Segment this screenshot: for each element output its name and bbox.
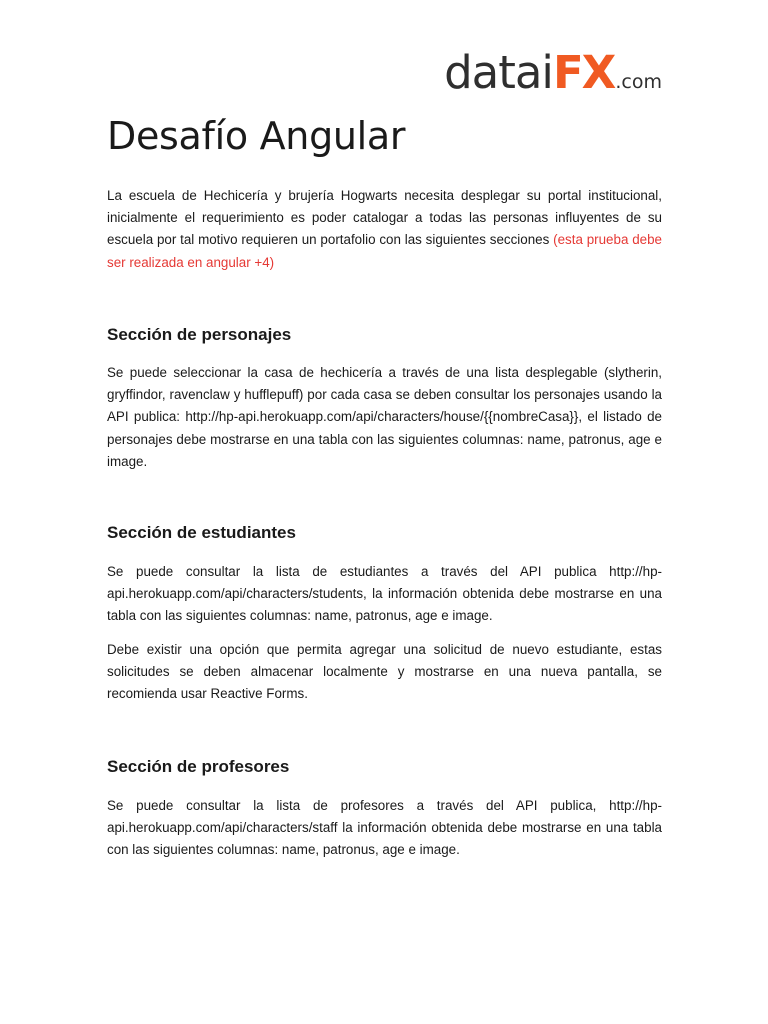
logo-text-data: datai	[444, 46, 553, 99]
logo-text-fx: FX	[552, 46, 615, 99]
logo-text-com: .com	[615, 71, 662, 93]
intro-highlight: (esta prueba debe ser realizada en angular +4)	[107, 232, 662, 270]
intro-text: La escuela de Hechicería y brujería Hogwarts necesita desplegar su portal institucional, inicialmente el requerimiento es poder catalogar a todas las personas influyentes de su escuela por tal motivo requieren un portafolio con las siguientes secciones	[107, 188, 662, 248]
section-heading-personajes: Sección de personajes	[107, 325, 292, 344]
section-estudiantes-paragraph-2: Debe existir una opción que permita agregar una solicitud de nuevo estudiante, estas solicitudes se deben almacenar localmente y mostrarse en una nueva pantalla, se recomienda usar Reactive Forms.	[107, 642, 662, 702]
section-estudiantes-paragraph-1: Se puede consultar la lista de estudiantes a través del API publica http://hp-api.herokuapp.com/api/characters/students, la información obtenida debe mostrarse en una tabla con las siguientes columnas: name, patronus, age e image.	[107, 564, 662, 624]
section-heading-profesores: Sección de profesores	[107, 757, 290, 776]
section-personajes-paragraph: Se puede seleccionar la casa de hechicería a través de una lista desplegable (slytherin, gryffindor, ravenclaw y hufflepuff) por cada casa se deben consultar los personajes usando la API publica: http://hp-api.herokuapp.com/api/characters/house/{{nombreCasa}}, el listado de personajes debe mostrarse en una tabla con las siguientes columnas: name, patronus, age e image.	[107, 365, 662, 469]
dataifx-logo	[444, 46, 662, 100]
section-profesores-paragraph: Se puede consultar la lista de profesores a través del API publica, http://hp-api.herokuapp.com/api/characters/staff la información obtenida debe mostrarse en una tabla con las siguientes columnas: name, patronus, age e image.	[107, 798, 662, 858]
document-title: Desafío Angular	[107, 114, 406, 158]
document-page	[107, 0, 662, 1024]
section-heading-estudiantes: Sección de estudiantes	[107, 523, 296, 542]
intro-paragraph	[107, 185, 662, 274]
